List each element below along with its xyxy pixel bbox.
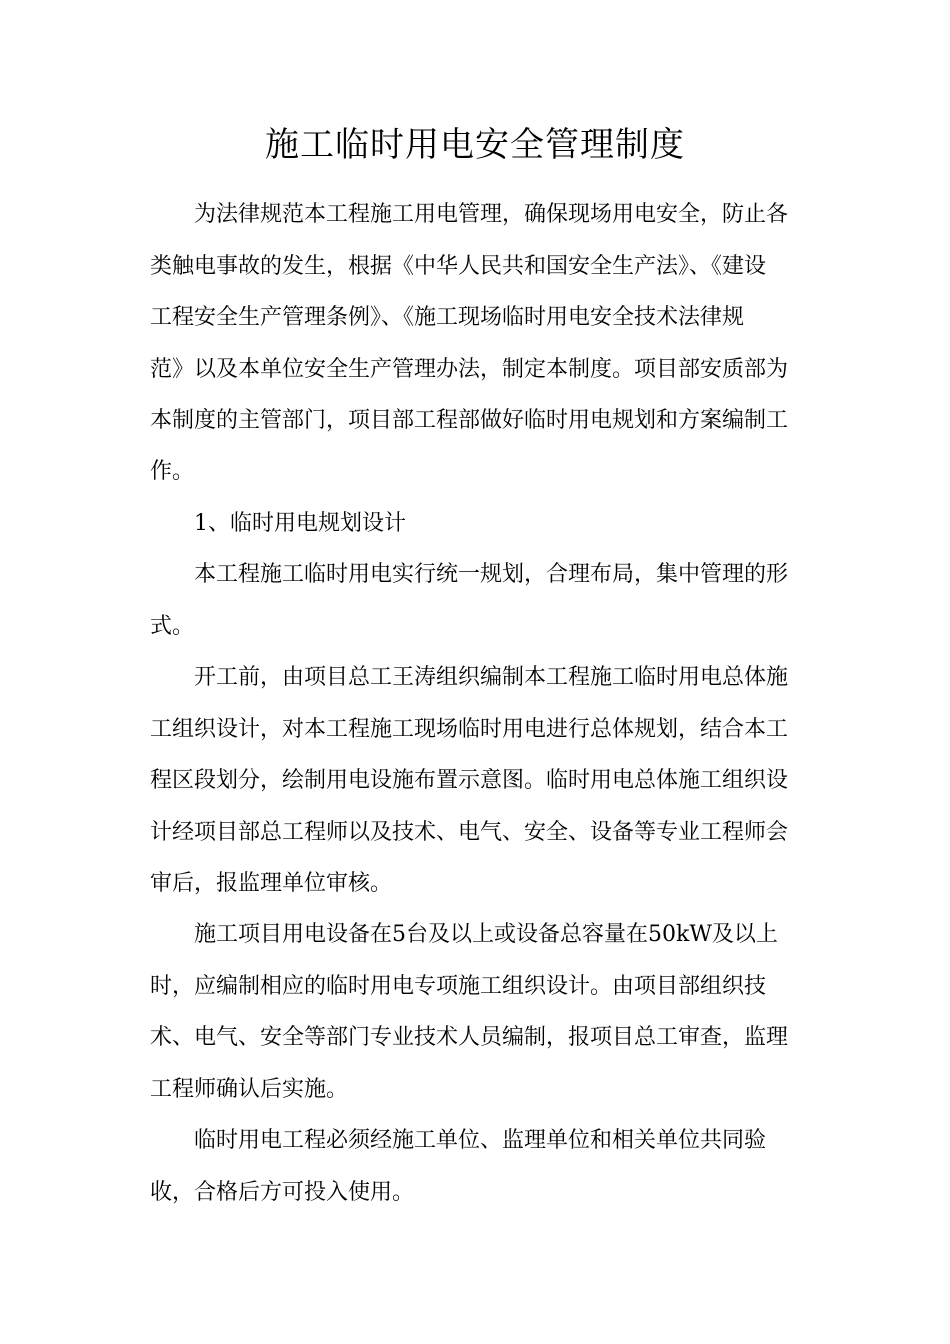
paragraph-2-line-2: 式。 — [150, 614, 195, 639]
paragraph-3-line-4: 计经项目部总工程师以及技术、电气、安全、设备等专业工程师会 — [150, 820, 789, 845]
paragraph-1-line-2: 类触电事故的发生，根据《中华人民共和国安全生产法》、《建设 — [150, 254, 767, 279]
paragraph-3-line-1: 开工前，由项目总工王涛组织编制本工程施工临时用电总体施 — [194, 665, 789, 690]
paragraph-3-line-2: 工组织设计，对本工程施工现场临时用电进行总体规划，结合本工 — [150, 717, 789, 742]
section-heading: 1、临时用电规划设计 — [194, 511, 406, 536]
paragraph-4-line-4: 工程师确认后实施。 — [150, 1077, 349, 1102]
paragraph-1-line-1: 为法律规范本工程施工用电管理，确保现场用电安全，防止各 — [194, 202, 789, 227]
paragraph-3-line-5: 审后，报监理单位审核。 — [150, 871, 393, 896]
paragraph-5-line-2: 收，合格后方可投入使用。 — [150, 1180, 415, 1205]
paragraph-4-line-3: 术、电气、安全等部门专业技术人员编制，报项目总工审查，监理 — [150, 1025, 789, 1050]
paragraph-4-line-1: 施工项目用电设备在5台及以上或设备总容量在50kW及以上 — [194, 922, 778, 947]
document-title: 施工临时用电安全管理制度 — [265, 125, 685, 165]
paragraph-1-line-5: 本制度的主管部门，项目部工程部做好临时用电规划和方案编制工 — [150, 408, 789, 433]
paragraph-4-line-2: 时，应编制相应的临时用电专项施工组织设计。由项目部组织技 — [150, 974, 767, 999]
paragraph-1-line-6: 作。 — [150, 459, 195, 484]
paragraph-1-line-4: 范》以及本单位安全生产管理办法，制定本制度。项目部安质部为 — [150, 357, 789, 382]
paragraph-5-line-1: 临时用电工程必须经施工单位、监理单位和相关单位共同验 — [194, 1128, 767, 1153]
paragraph-2-line-1: 本工程施工临时用电实行统一规划，合理布局，集中管理的形 — [194, 562, 789, 587]
paragraph-3-line-3: 程区段划分，绘制用电设施布置示意图。临时用电总体施工组织设 — [150, 768, 789, 793]
paragraph-1-line-3: 工程安全生产管理条例》、《施工现场临时用电安全技术法律规 — [150, 305, 745, 330]
